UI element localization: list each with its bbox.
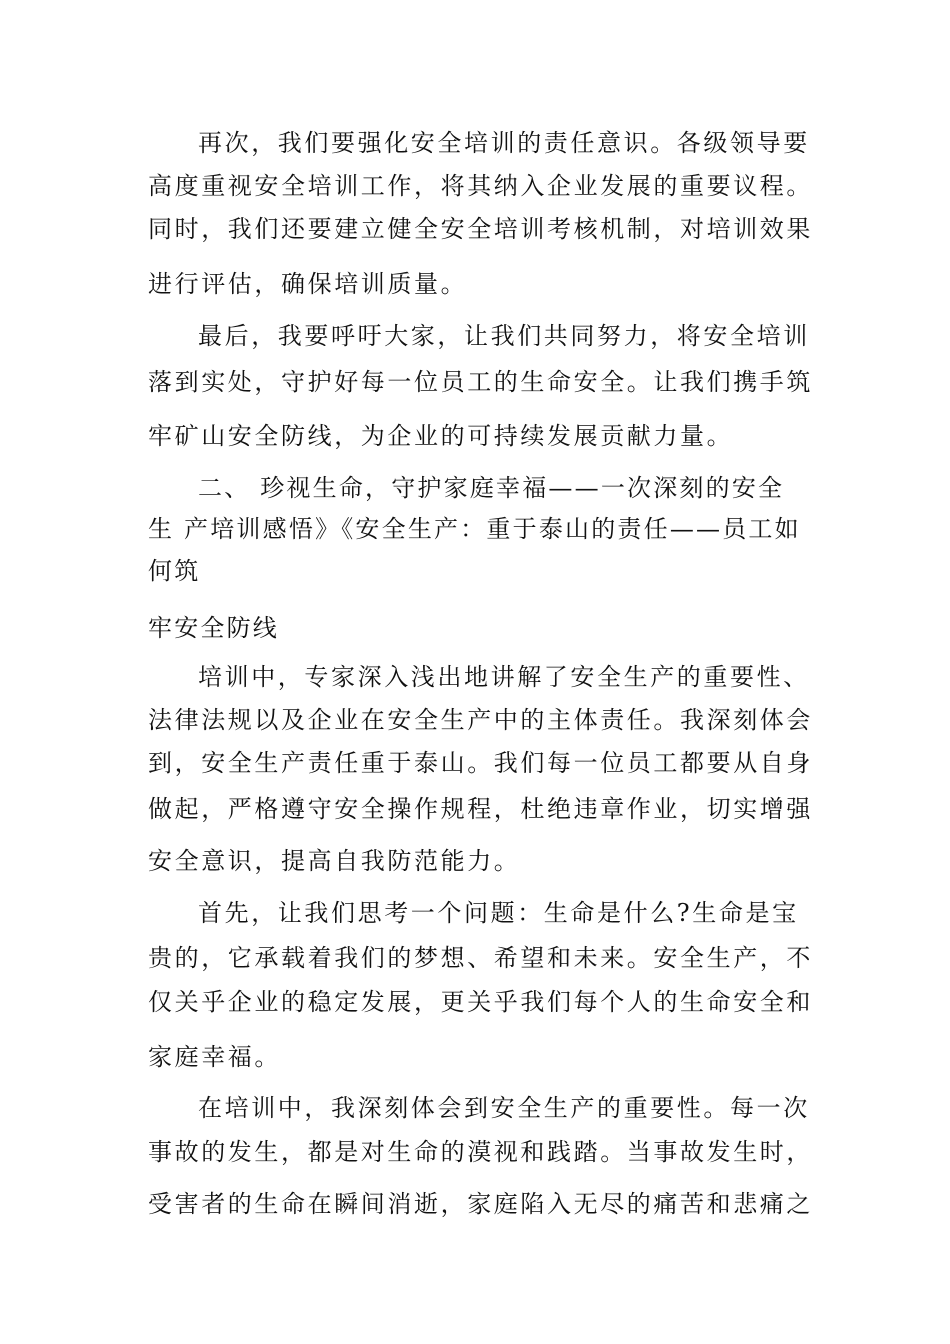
- paragraph-line: 进行评估，确保培训质量。: [148, 270, 468, 298]
- paragraph-line: 同时，我们还要建立健全安全培训考核机制，对培训效果: [148, 215, 813, 243]
- section-heading-line: 牢安全防线: [148, 614, 279, 642]
- paragraph-line: 安全意识，提高自我防范能力。: [148, 847, 521, 875]
- paragraph-line: 最后，我要呼吁大家，让我们共同努力，将安全培训: [198, 322, 810, 350]
- paragraph-line: 在培训中，我深刻体会到安全生产的重要性。每一次: [198, 1094, 810, 1122]
- paragraph-line: 法律法规以及企业在安全生产中的主体责任。我深刻体会: [148, 706, 813, 734]
- paragraph-line: 做起，严格遵守安全操作规程，杜绝违章作业，切实增强: [148, 795, 813, 823]
- paragraph-line: 首先，让我们思考一个问题：生命是什么?生命是宝: [198, 899, 799, 927]
- paragraph-line: 落到实处，守护好每一位员工的生命安全。让我们携手筑: [148, 368, 813, 396]
- paragraph-line: 牢矿山安全防线，为企业的可持续发展贡献力量。: [148, 422, 734, 450]
- paragraph-line: 事故的发生，都是对生命的漠视和践踏。当事故发生时，: [148, 1138, 813, 1166]
- paragraph-line: 受害者的生命在瞬间消逝，家庭陷入无尽的痛苦和悲痛之: [148, 1190, 813, 1218]
- paragraph-line: 家庭幸福。: [148, 1043, 281, 1071]
- paragraph-line: 到，安全生产责任重于泰山。我们每一位员工都要从自身: [148, 749, 813, 777]
- paragraph-line: 贵的，它承载着我们的梦想、希望和未来。安全生产，不: [148, 944, 813, 972]
- paragraph-line: 培训中，专家深入浅出地讲解了安全生产的重要性、: [198, 663, 810, 691]
- paragraph-line: 高度重视安全培训工作，将其纳入企业发展的重要议程。: [148, 172, 813, 200]
- section-heading-line: 何筑: [148, 557, 201, 585]
- section-heading-line: 二、 珍视生命，守护家庭幸福——一次深刻的安全: [198, 474, 785, 502]
- section-heading-line: 生 产培训感悟》《安全生产：重于泰山的责任——员工如: [148, 515, 801, 543]
- paragraph-line: 再次，我们要强化安全培训的责任意识。各级领导要: [198, 129, 810, 157]
- paragraph-line: 仅关乎企业的稳定发展，更关乎我们每个人的生命安全和: [148, 988, 813, 1016]
